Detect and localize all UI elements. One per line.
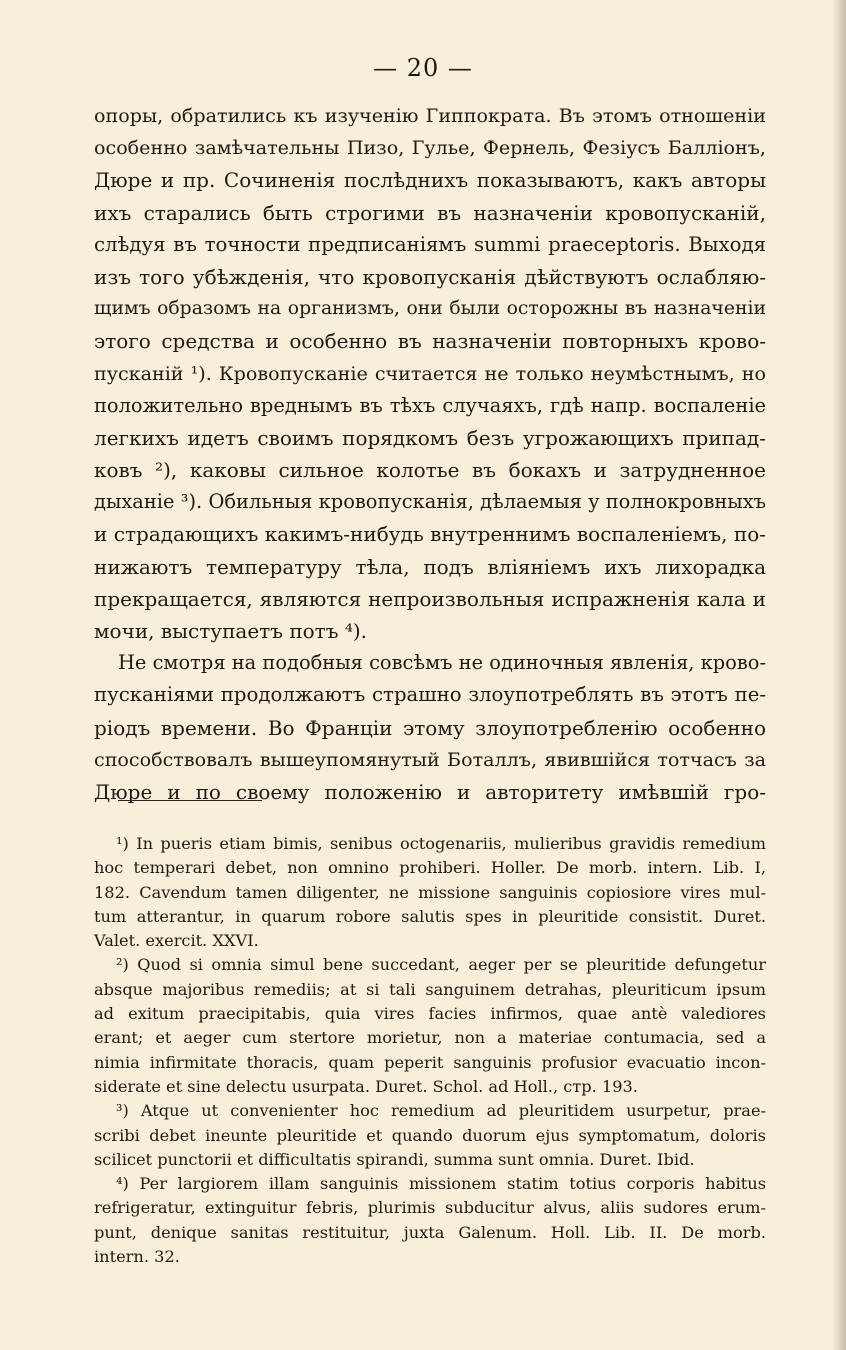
text-line: щимъ образомъ на организмъ, они были осторожны въ назначеніи xyxy=(94,298,766,320)
text-line: Дюре и пр. Сочиненія послѣднихъ показываютъ, какъ авторы xyxy=(94,168,766,193)
footnote-line: siderate et sine delectu usurpata. Duret. Schol. ad Holl., стр. 193. xyxy=(94,1076,638,1096)
text-line: ихъ старались быть строгими въ назначеніи кровопусканій, xyxy=(94,200,766,225)
text-line: способствовалъ вышеупомянутый Боталлъ, явившійся тотчасъ за xyxy=(94,747,766,771)
page-number: — 20 — xyxy=(373,54,473,82)
footnote-line: ⁴) Per largiorem illam sanguinis missionem statim totius corporis habitus xyxy=(116,1174,766,1194)
text-line: легкихъ идетъ своимъ порядкомъ безъ угрожающихъ припад- xyxy=(94,425,766,450)
text-line: положительно вреднымъ въ тѣхъ случаяхъ, гдѣ напр. воспаленіе xyxy=(94,393,766,417)
footnote-line: hoc temperari debet, non omnino prohiberi. Holler. De morb. intern. Lib. I, xyxy=(94,858,766,878)
footnote-line: intern. 32. xyxy=(94,1247,180,1267)
text-line: и страдающихъ какимъ-нибудь внутреннимъ воспаленіемъ, по- xyxy=(94,522,766,547)
text-line: прекращается, являются непроизвольныя испражненія кала и xyxy=(94,586,766,611)
text-line: ковъ ²), каковы сильное колотье въ бокахъ и затрудненное xyxy=(94,458,766,483)
footnote-line: scribi debet ineunte pleuritide et quando duorum ejus symptomatum, doloris xyxy=(94,1125,766,1145)
footnotes xyxy=(94,832,766,1269)
footnote-line: 182. Cavendum tamen diligenter, ne missione sanguinis copiosiore vires mul- xyxy=(94,882,766,902)
main-text-body xyxy=(94,100,766,808)
footnote-line: tum atterantur, in quarum robore salutis spes in pleuritide consistit. Duret. xyxy=(94,906,766,926)
text-line: Дюре и по своему положенію и авторитету имѣвшій гро- xyxy=(94,779,766,804)
text-line: нижаютъ температуру тѣла, подъ вліяніемъ ихъ лихорадка xyxy=(94,554,766,579)
footnote-line: ²) Quod si omnia simul bene succedant, aeger per se pleuritide defungetur xyxy=(116,955,766,975)
text-line: опоры, обратились къ изученію Гиппократа. Въ этомъ отношеніи xyxy=(94,104,766,127)
footnote-line: ³) Atque ut convenienter hoc remedium ad pleuritidem usurpetur, prae- xyxy=(116,1101,766,1121)
footnote-line: absque majoribus remediis; at si tali sanguinem detrahas, pleuriticum ipsum xyxy=(94,979,766,999)
text-line: пусканіями продолжаютъ страшно злоупотреблять въ этотъ пе- xyxy=(94,683,766,707)
footnote-divider xyxy=(118,800,262,801)
text-line: пусканій ¹). Кровопусканіе считается не только неумѣстнымъ, но xyxy=(94,361,766,385)
footnote-line: ¹) In pueris etiam bimis, senibus octogenariis, mulieribus gravidis remedium xyxy=(116,834,766,853)
footnote-line: ad exitum praecipitabis, quia vires facies infirmos, quae antè valediores xyxy=(94,1004,766,1024)
text-line: мочи, выступаетъ потъ ⁴). xyxy=(94,619,368,643)
text-line: ріодъ времени. Во Франціи этому злоупотребленію особенно xyxy=(94,715,766,740)
text-line: слѣдуя въ точности предписаніямъ summi praeceptoris. Выходя xyxy=(94,232,766,256)
text-line: этого средства и особенно въ назначеніи повторныхъ крово- xyxy=(94,329,766,354)
text-line: изъ того убѣжденія, что кровопусканія дѣйствуютъ ослабляю- xyxy=(94,264,766,289)
text-line: дыханіе ³). Обильныя кровопусканія, дѣлаемыя у полнокровныхъ xyxy=(94,490,766,514)
text-line: особенно замѣчательны Пизо, Гулье, Фернель, Фезіусъ Балліонъ, xyxy=(94,136,766,160)
footnote-line: nimia infirmitate thoracis, quam peperit sanguinis profusior evacuatio incon- xyxy=(94,1052,766,1072)
footnote-line: Valet. exercit. XXVI. xyxy=(94,931,259,951)
page-edge-shadow xyxy=(832,0,846,1350)
footnote-line: refrigeratur, extinguitur febris, plurimis subducitur alvus, aliis sudores erum- xyxy=(94,1198,766,1218)
footnote-line: punt, denique sanitas restituitur, juxta Galenum. Holl. Lib. II. De morb. xyxy=(94,1222,766,1242)
text-line: Не смотря на подобныя совсѣмъ не одиночныя явленія, крово- xyxy=(118,651,766,675)
footnote-line: scilicet punctorii et difficultatis spirandi, summa sunt omnia. Duret. Ibid. xyxy=(94,1149,695,1169)
footnote-line: erant; et aeger cum stertore morietur, non a materiae contumacia, sed a xyxy=(94,1028,766,1048)
